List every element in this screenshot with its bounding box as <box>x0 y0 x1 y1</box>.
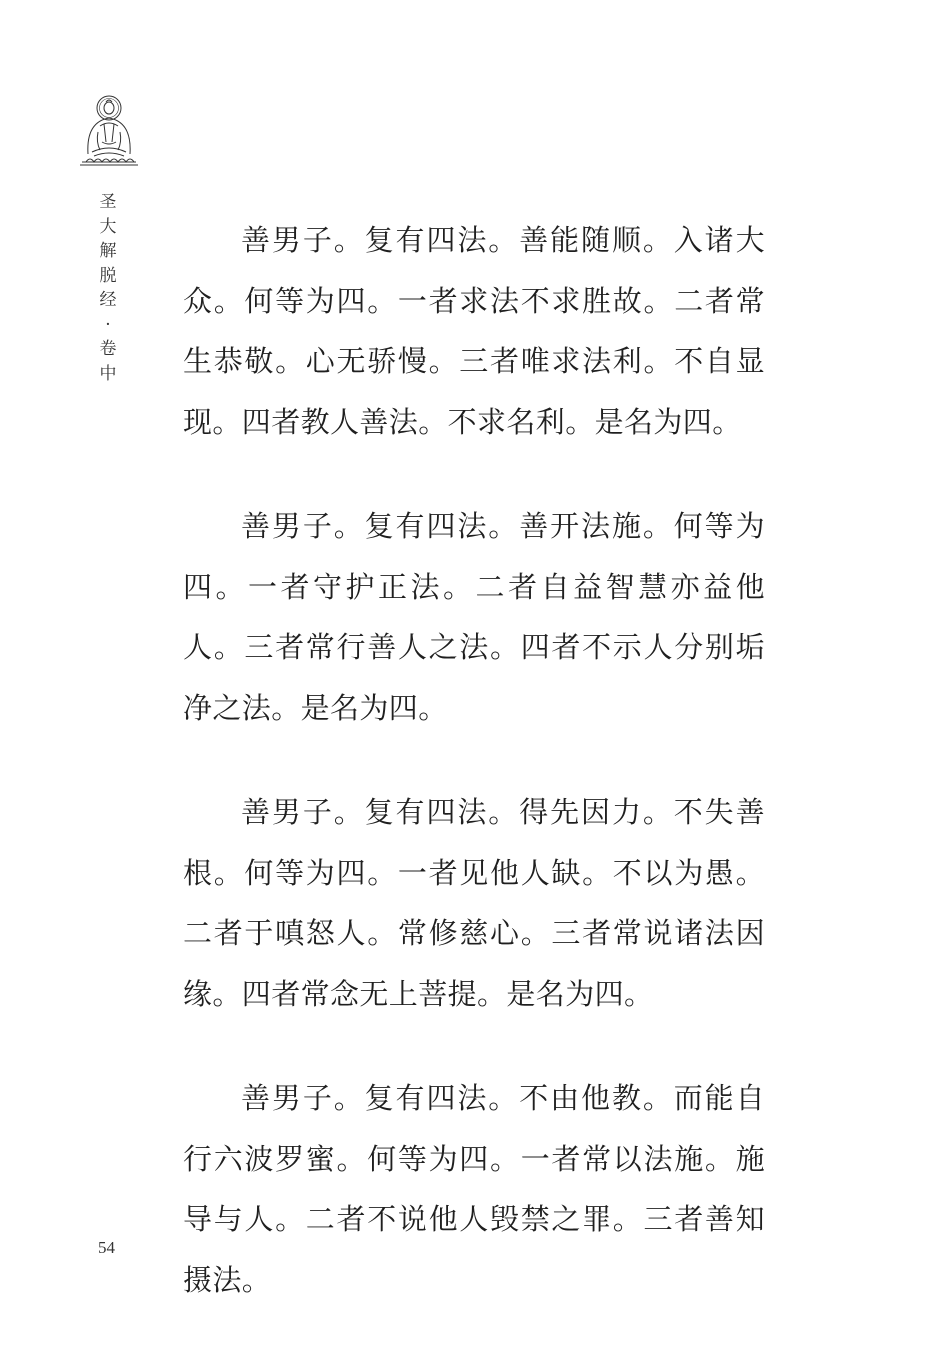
paragraph: 善男子。复有四法。善能随顺。入诸大众。何等为四。一者求法不求胜故。二者常生恭敬。心无骄慢。三者唯求法利。不自显现。四者教人善法。不求名利。是名为四。 <box>183 223 765 439</box>
paragraph: 善男子。复有四法。得先因力。不失善根。何等为四。一者见他人缺。不以为愚。二者于嗔怒人。常修慈心。三者常说诸法因缘。四者常念无上菩提。是名为四。 <box>183 795 765 1011</box>
running-title-char: · <box>105 314 111 335</box>
seated-buddha-icon <box>76 92 142 168</box>
running-title-char: 卷 <box>99 339 117 359</box>
running-title-char: 中 <box>99 363 117 384</box>
running-title-char: 经 <box>99 290 117 310</box>
paragraph: 善男子。复有四法。不由他教。而能自行六波罗蜜。何等为四。一者常以法施。施导与人。二者不说他人毁禁之罪。三者善知摄法。 <box>183 1081 765 1297</box>
running-title-char: 大 <box>99 216 117 237</box>
running-title-char: 圣 <box>99 192 117 212</box>
body-text <box>183 210 765 1354</box>
running-title <box>98 190 118 386</box>
paragraph: 善男子。复有四法。善开法施。何等为四。一者守护正法。二者自益智慧亦益他人。三者常行善人之法。四者不示人分别垢净之法。是名为四。 <box>183 509 765 725</box>
running-title-char: 解 <box>99 241 117 261</box>
page-number: 54 <box>98 1238 115 1257</box>
running-title-char: 脱 <box>99 265 117 286</box>
